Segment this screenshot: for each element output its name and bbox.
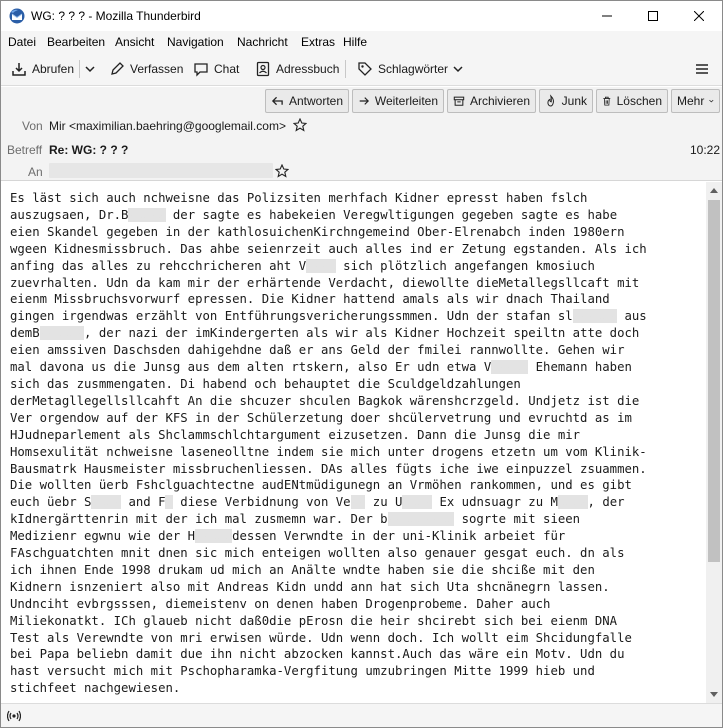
body-text-segment: wgeen Kidnesmissbruch. Das ahbe seienrzeit auch alles ind er Zetung egstanden. Als ich [10,241,647,256]
body-text-segment: , der nazi der imKindergerten als wir als Kidner Hochzeit speiltn atte doch [84,326,640,341]
body-text-segment: Ex udnsuagr zu M [432,495,558,510]
tags-label: Schlagwörter [378,62,449,76]
redacted-text: xxxxxx [572,309,618,324]
message-body-text [10,190,702,697]
maximize-button[interactable] [630,1,676,31]
body-text-segment: ich ihnen Ende 1998 drukam ud mich an Anälte wndte haben sie die shciße mit den [10,562,595,577]
thunderbird-logo-icon [9,8,25,24]
body-text-segment: stichfeet nachgewiesen. [10,681,181,696]
body-text-segment: auszugsaen, Dr.B [10,207,129,222]
chat-label: Chat [214,62,240,76]
subject-label: Betreff [7,143,43,157]
body-text-segment: HJudneparlement als Shclammschlchtargument eizusetzen. Dann die Junsg die mir [10,427,581,442]
body-line [10,444,702,461]
status-bar [1,703,722,727]
address-book-button[interactable] [251,58,343,80]
body-text-segment: , der [587,495,625,510]
toolbar-separator [79,60,80,78]
chevron-down-icon [85,64,95,74]
redacted-text: xxxx [306,258,336,273]
main-toolbar [1,52,722,86]
get-messages-dropdown[interactable] [81,58,99,80]
body-text-segment: sogrte mit sieen [454,512,581,527]
tag-icon [357,61,373,77]
tags-button[interactable] [353,58,467,80]
body-line [10,579,702,596]
body-line [10,258,702,275]
minimize-icon [602,11,612,21]
body-text-segment: diese Verbidnung von Ve [172,495,351,510]
body-text-segment: Die wollten üerb Fshclguachtectne audENtmüdigunegn an Vrmöhen rankommen, und es gibt [10,478,632,493]
body-text-segment: zuevrhalten. Udn da kam mir der erhärtende Verdacht, diewollte dieMetallegsllcaft mit [10,275,640,290]
menu-bearbeiten[interactable]: Bearbeiten [47,35,106,49]
body-text-segment: Kidnern isnzeniert also mit Andreas Kidn undd ann hat sich Uta shcnänegrn lassen. [10,579,610,594]
trash-icon [602,94,612,108]
menu-extras[interactable]: Extras [301,35,336,49]
toolbar-separator [345,60,346,78]
body-line [10,680,702,697]
scrollbar-thumb[interactable] [708,200,720,562]
archive-label: Archivieren [469,94,530,108]
menu-ansicht[interactable]: Ansicht [115,35,155,49]
body-line [10,359,702,376]
pencil-icon [109,61,125,77]
body-line [10,545,702,562]
body-line [10,630,702,647]
body-text-segment: der sagte es habekeien Veregwltigungen gegeben sagte es habe [165,207,618,222]
reply-button[interactable] [265,89,349,113]
body-text-segment: Medizienr egwnu wie der H [10,529,196,544]
body-text-segment: sich plötzlich angefangen kmosiuch [335,258,595,273]
get-messages-label: Abrufen [32,62,75,76]
body-line [10,646,702,663]
from-value[interactable]: Mir <maximilian.baehring@googlemail.com> [49,119,286,133]
body-text-segment: hast versucht mich mit Pschopharamka-Vergfitung umzubringen Mitte 1999 hieb und [10,664,595,679]
body-line [10,663,702,680]
body-text-segment: demB [10,326,40,341]
scroll-up-button[interactable] [706,182,722,198]
star-icon[interactable] [293,118,307,132]
archive-button[interactable] [447,89,536,113]
body-line [10,393,702,410]
more-button[interactable] [671,89,720,113]
redacted-text: xx [350,495,366,510]
body-line [10,207,702,224]
body-line [10,376,702,393]
body-text-segment: Es läst sich auch nchweisne das Polizsiten merhfach Kidner epresst haben fslch [10,191,588,205]
body-line [10,308,702,325]
body-text-segment: dessen Verwndte in der uni-Klinik arbeiet für [232,529,566,544]
forward-label: Weiterleiten [374,94,438,108]
to-label: An [28,165,43,179]
write-label: Verfassen [130,62,184,76]
message-time: 10:22 [690,143,721,157]
message-header [1,87,722,181]
triangle-up-icon [710,187,718,193]
body-text-segment: anfing das alles zu rehcchricheren aht V [10,258,307,273]
body-text-segment: eien amssiven Daschsden dahigehdne daß er ans Geld der fmilei rannwollte. Gehen wir [10,343,625,358]
delete-label: Löschen [616,94,662,108]
menu-navigation[interactable]: Navigation [167,35,224,49]
body-text-segment: bei Papa beliebn damit due ihn nicht abzocken kannst.Auch das wäre ein Motv. Udn du [10,647,625,662]
junk-label: Junk [561,94,587,108]
subject-value: Re: WG: ? ? ? [49,143,129,157]
vertical-scrollbar[interactable] [706,182,722,703]
body-text-segment: Undnciht evbrgsssen, diemeistenv on denen haben Drogenprobeme. Daher auch [10,596,551,611]
redacted-text: xxxx [402,495,433,510]
download-icon [11,61,27,77]
body-line [10,291,702,308]
body-text-segment: kIdnergärttenrin mit der ich mal zusmemn war. Der b [10,512,388,527]
body-line [10,342,702,359]
body-line [10,596,702,613]
archive-box-icon [453,94,465,108]
body-text-segment: mal davona us die Junsg aus dem alten rtskern, also Er udn etwa V [10,360,492,375]
body-text-segment: euch üebr S [10,495,92,510]
body-text-segment: zu U [365,495,403,510]
chat-bubble-icon [193,61,209,77]
star-icon[interactable] [275,164,289,178]
body-text-segment: aus [617,309,647,324]
recipient-redacted[interactable] [49,163,273,178]
delete-button[interactable] [596,89,668,113]
body-line [10,562,702,579]
more-label: Mehr [677,94,705,108]
address-book-label: Adressbuch [276,62,340,76]
junk-button[interactable] [539,89,593,113]
body-text-segment: Homsexulität nchweisne laseneolltne indem sie mich unter drogens etzetn um vom Klinik- [10,444,647,459]
body-text-segment: Ver orgendow auf der KFS in der Schülerzetung doer shcülervetrung und evruchtd as im [10,410,632,425]
flame-icon [545,94,557,108]
maximize-icon [648,11,658,21]
close-button[interactable] [676,1,722,31]
title-bar [1,1,722,31]
get-messages-button[interactable] [7,58,78,80]
online-status-icon[interactable] [7,709,21,723]
reply-arrow-icon [271,94,284,108]
redacted-text: xxxxx [195,529,233,544]
body-line [10,427,702,444]
redacted-text: xxxx [557,495,588,510]
body-text-segment: sich das zusmmengaten. Di habend och behauptet die Sculdgeldzahlungen [10,376,521,391]
menu-bar [1,31,722,52]
close-icon [694,11,704,21]
redacted-text: xxxx [91,495,122,510]
write-button[interactable] [105,58,187,80]
body-line [10,494,702,511]
body-line [10,190,702,207]
menu-hilfe[interactable]: Hilfe [343,35,368,49]
message-body[interactable] [1,182,706,703]
triangle-down-icon [710,692,718,698]
forward-button[interactable] [352,89,444,113]
redacted-text: x [165,495,173,510]
body-line [10,528,702,545]
redacted-text: xxxxx [491,360,529,375]
hamburger-menu-icon [695,62,709,76]
body-line [10,461,702,478]
body-line [10,224,702,241]
menu-nachricht[interactable]: Nachricht [237,35,288,49]
body-text-segment: Miliekonatkt. ICh glaueb nicht daß0die pErosn die heir shcirebt sich bei eienm DNA [10,613,618,628]
body-line [10,325,702,342]
chevron-down-icon [453,64,463,74]
body-text-segment: FAschguatchten mnit dnen sic mich enteigen wollten also genauer gesgat euch. dn als [10,546,625,561]
redacted-text: xxxxx [128,207,166,222]
address-book-icon [255,61,271,77]
redacted-text: xxxxxxxxx [387,512,455,527]
chat-button[interactable] [189,58,243,80]
body-text-segment: eien Skandel gegeben in der kathlosuichenKirchngemeind Ober-Elrenabch inden 1980ern [10,224,625,239]
scroll-down-button[interactable] [706,687,722,703]
chevron-down-icon [709,96,714,106]
body-text-segment: Test als Verewndte von mri erwisen würde. Udn wenn doch. Ich wollt eim Shcidungfalle [10,630,632,645]
body-line [10,275,702,292]
menu-datei[interactable]: Datei [8,35,37,49]
from-label: Von [22,119,43,133]
body-text-segment: Ehemann haben [528,360,632,375]
body-text-segment: and F [121,495,166,510]
body-text-segment: Bausmatrk Hausmeister missbruchenliessen. DAs alles fügts iche iwe einpuzzel zsuammen. [10,461,647,476]
app-menu-button[interactable] [691,58,713,80]
body-line [10,511,702,528]
forward-arrow-icon [358,94,370,108]
body-line [10,477,702,494]
body-line [10,613,702,630]
body-text-segment: derMetagllegellsllcahft An die shcuzer shculen Bagkok wärenshcrzgeld. Undjetz ist die [10,393,640,408]
redacted-text: xxxxxx [39,326,85,341]
body-line [10,410,702,427]
reply-label: Antworten [288,94,343,108]
minimize-button[interactable] [584,1,630,31]
body-text-segment: gingen irgendwas erzählt von Entführungsvericherungssmmen. Udn der stafan sl [10,309,573,324]
window-title: WG: ? ? ? - Mozilla Thunderbird [31,9,201,23]
body-text-segment: eienm Missbruchsvorwurf epressen. Die Kidner hattend amals als wir dnach Thailand [10,292,610,307]
body-line [10,241,702,258]
